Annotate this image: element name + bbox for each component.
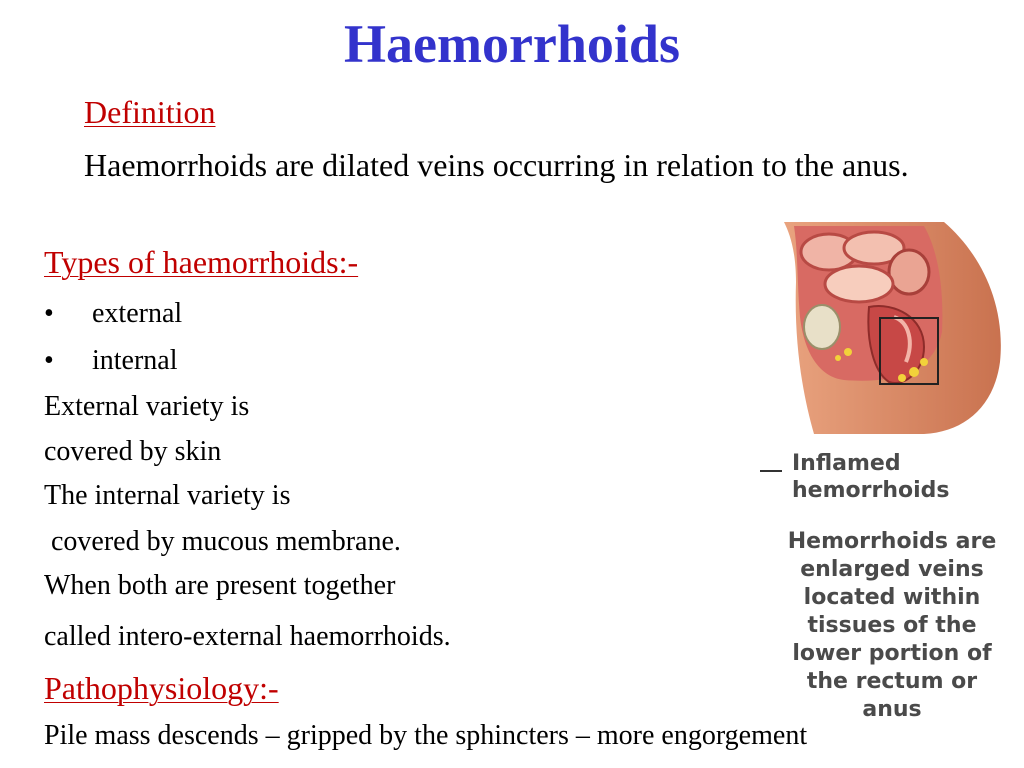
detail-line: covered by skin [44,436,222,467]
label-pointer-line [760,470,782,472]
pelvic-anatomy-illustration [774,222,1010,437]
definition-heading: Definition [84,94,216,130]
detail-line: covered by mucous membrane. [44,526,401,557]
bullet-icon: • [44,345,54,376]
pathophysiology-heading: Pathophysiology:- [44,670,279,706]
anatomy-figure [760,222,1010,722]
bullet-item-internal [44,343,178,379]
figure-label-inflamed: Inflamed hemorrhoids [792,451,950,503]
types-heading: Types of haemorrhoids:- [44,244,359,280]
figure-caption: Hemorrhoids are enlarged veins located within tissues of the lower portion of the rectum or anus [787,529,997,722]
detail-line: External variety is [44,391,250,422]
bullet-label: internal [92,345,178,376]
bullet-icon: • [44,298,54,329]
bullet-label: external [92,298,183,329]
bullet-item-external [44,296,182,332]
definition-text: Haemorrhoids are dilated veins occurring in relation to the anus. [84,147,909,183]
slide-title: Haemorrhoids [344,14,680,74]
detail-line: The internal variety is [44,480,291,511]
detail-line: When both are present together [44,570,396,601]
pathophysiology-text: Pile mass descends – gripped by the sphincters – more engorgement [44,720,808,751]
detail-line: called intero-external haemorrhoids. [44,621,451,652]
